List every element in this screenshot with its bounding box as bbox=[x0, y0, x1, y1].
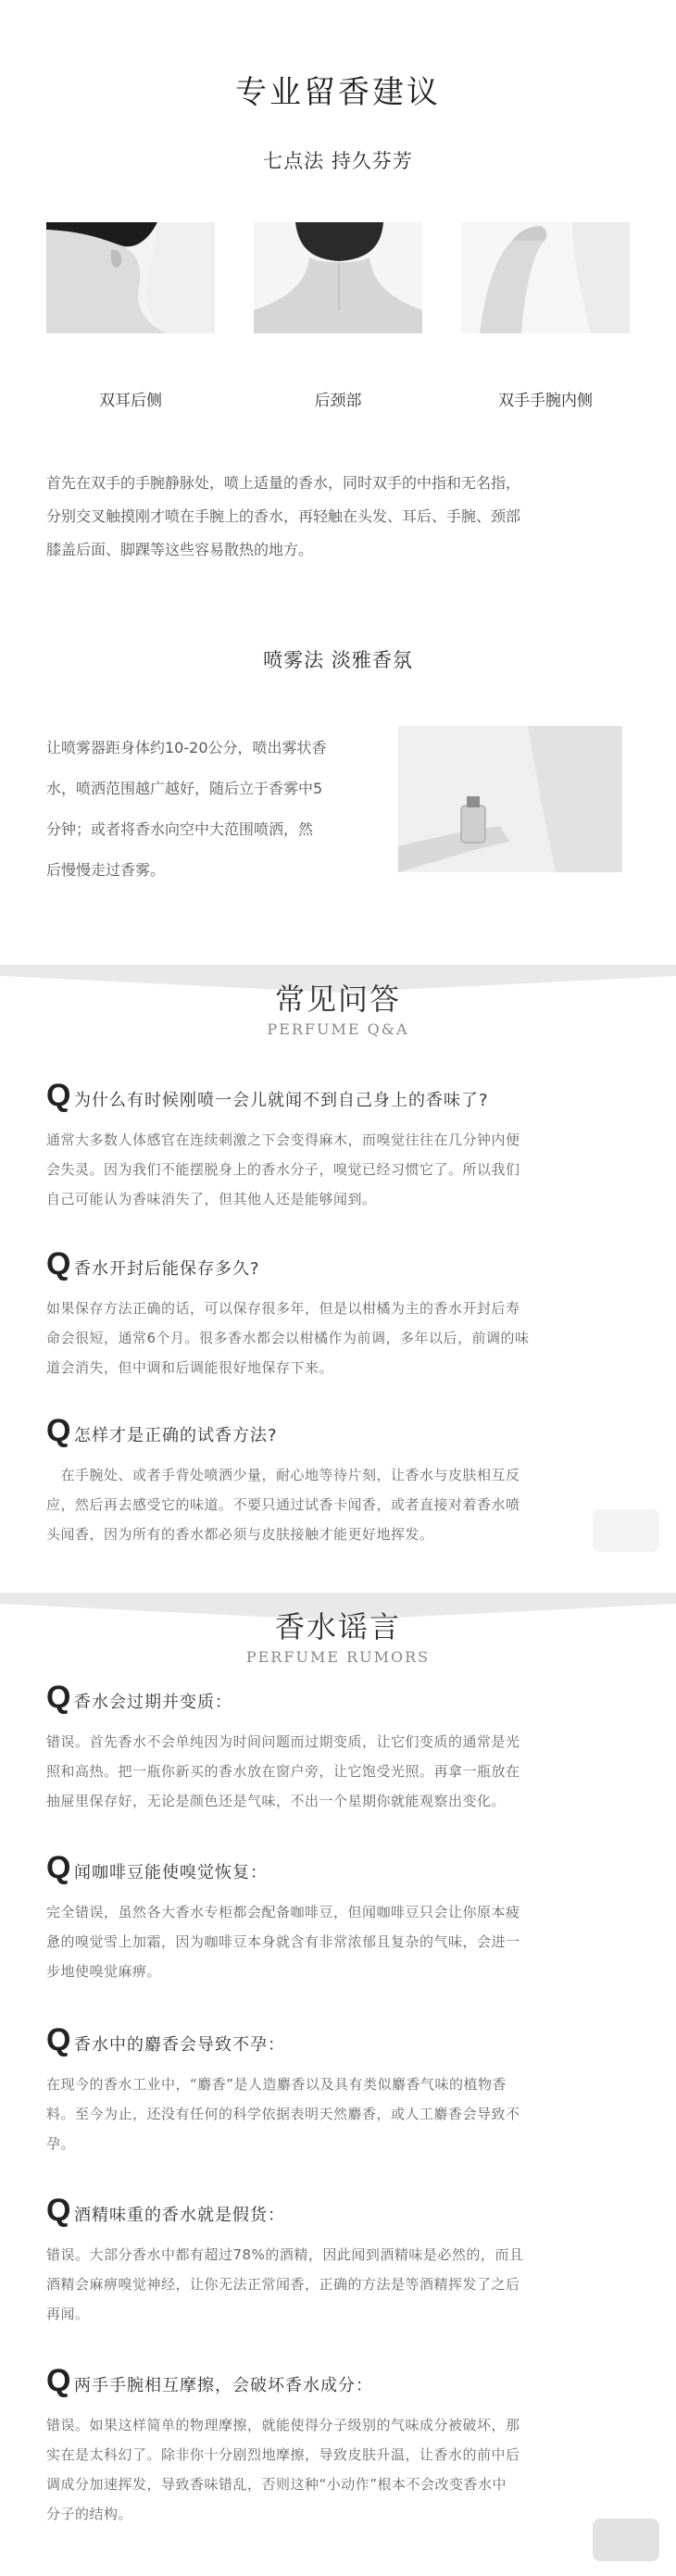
watermark bbox=[593, 1509, 659, 1552]
rumor-question: Q 酒精味重的香水就是假货： bbox=[46, 2193, 285, 2228]
faq-question: Q 怎样才是正确的试香方法? bbox=[46, 1413, 278, 1448]
watermark bbox=[593, 2519, 659, 2561]
rumor-answer: 在现今的香水工业中，“麝香”是人造麝香以及具有类似麝香气味的植物香 料。至今为止，还没有任何的科学依据表明天然麝香，或人工麝香会导致不 孕。 bbox=[46, 2076, 520, 2152]
q-icon: Q bbox=[46, 1078, 71, 1113]
rumor-answer: 错误。如果这样简单的物理摩擦，就能使得分子级别的气味成分被破坏，那 实在是太科幻了。除非你十分剧烈地摩擦，导致皮肤升温，让香水的前中后 调成分加速挥发，导致香味错乱，否则这种“小动作”根本不会改变香水中 分子的结构。 bbox=[46, 2417, 520, 2522]
rumor-answer: 错误。首先香水不会单纯因为时间问题而过期变质，让它们变质的通常是光 照和高热。把一瓶你新买的香水放在窗户旁，让它饱受光照。再拿一瓶放在 抽屉里保存好，无论是颜色还是气味，不出一个星期你就能观察出变化。 bbox=[46, 1733, 520, 1809]
spray-title: 喷雾法 淡雅香氛 bbox=[263, 649, 413, 671]
rumor-question: Q 两手手腕相互摩擦，会破坏香水成分： bbox=[46, 2363, 373, 2398]
faq-title: 常见问答 bbox=[274, 982, 401, 1017]
seven-point-title: 七点法 持久芬芳 bbox=[263, 150, 413, 172]
rumors-subtitle: PERFUME RUMORS bbox=[245, 1648, 431, 1666]
q-icon: Q bbox=[46, 2193, 71, 2228]
rumor-answer: 完全错误，虽然各大香水专柜都会配备咖啡豆，但闻咖啡豆只会让你原本疲 惫的嗅觉雪上加霜，因为咖啡豆本身就含有非常浓郁且复杂的气味，会进一 步地使嗅觉麻痹。 bbox=[46, 1904, 520, 1980]
faq-subtitle: PERFUME Q&A bbox=[267, 1020, 409, 1038]
spray-photo bbox=[398, 726, 622, 872]
q-icon: Q bbox=[46, 1850, 71, 1885]
rumor-answer: 错误。大部分香水中都有超过78%的酒精，因此闻到酒精味是必然的，而且 酒精会麻痹嗅觉神经，让你无法正常闻香，正确的方法是等酒精挥发了之后 再闻。 bbox=[46, 2246, 524, 2322]
faq-answer: 在手腕处、或者手背处喷洒少量，耐心地等待片刻，让香水与皮肤相互反 应，然后再去感受它的味道。不要只通过试香卡闻香，或者直接对着香水喷 头闻香，因为所有的香水都必须与皮肤接触才能更好地挥发。 bbox=[46, 1467, 520, 1543]
photo-caption: 双耳后侧 bbox=[99, 392, 162, 410]
photo-caption: 双手手腕内侧 bbox=[498, 392, 593, 410]
photo-caption: 后颈部 bbox=[314, 392, 362, 410]
rumor-question: Q 香水中的麝香会导致不孕： bbox=[46, 2022, 285, 2057]
q-icon: Q bbox=[46, 2363, 71, 2398]
q-icon: Q bbox=[46, 2022, 71, 2057]
rumor-question: Q 香水会过期并变质： bbox=[46, 1680, 232, 1715]
faq-answer: 如果保存方法正确的话，可以保存很多年，但是以柑橘为主的香水开封后寿 命会很短，通常6个月。很多香水都会以柑橘作为前调，多年以后，前调的味 道会消失，但中调和后调能很好地保存下来。 bbox=[46, 1300, 530, 1376]
q-icon: Q bbox=[46, 1680, 71, 1715]
faq-banner bbox=[0, 965, 676, 1067]
wrist-photo bbox=[461, 222, 630, 333]
neck-photo bbox=[254, 222, 422, 333]
faq-question: Q 为什么有时候刚喷一会儿就闻不到自己身上的香味了? bbox=[46, 1078, 489, 1113]
rumors-banner bbox=[0, 1593, 676, 1694]
ear-photo bbox=[46, 222, 215, 333]
rumors-title: 香水谣言 bbox=[274, 1609, 401, 1644]
faq-question: Q 香水开封后能保存多久? bbox=[46, 1246, 260, 1282]
q-icon: Q bbox=[46, 1413, 71, 1448]
rumor-question: Q 闻咖啡豆能使嗅觉恢复： bbox=[46, 1850, 268, 1885]
spray-paragraph: 让喷雾器距身体约10-20公分，喷出雾状香 水，喷洒范围越广越好，随后立于香雾中5 分钟；或者将香水向空中大范围喷洒，然 后慢慢走过香雾。 bbox=[46, 739, 327, 879]
page-title: 专业留香建议 bbox=[235, 74, 441, 111]
seven-point-paragraph: 首先在双手的手腕静脉处，喷上适量的香水，同时双手的中指和无名指， 分别交叉触摸刚才喷在手腕上的香水，再轻触在头发、耳后、手腕、颈部 膝盖后面、脚踝等这些容易散热的地方。 bbox=[46, 474, 521, 558]
faq-answer: 通常大多数人体感官在连续刺激之下会变得麻木，而嗅觉往往在几分钟内便 会失灵。因为我们不能摆脱身上的香水分子，嗅觉已经习惯它了。所以我们 自己可能认为香味消失了，但其他人还是能够闻到。 bbox=[46, 1132, 520, 1207]
q-icon: Q bbox=[46, 1246, 71, 1282]
